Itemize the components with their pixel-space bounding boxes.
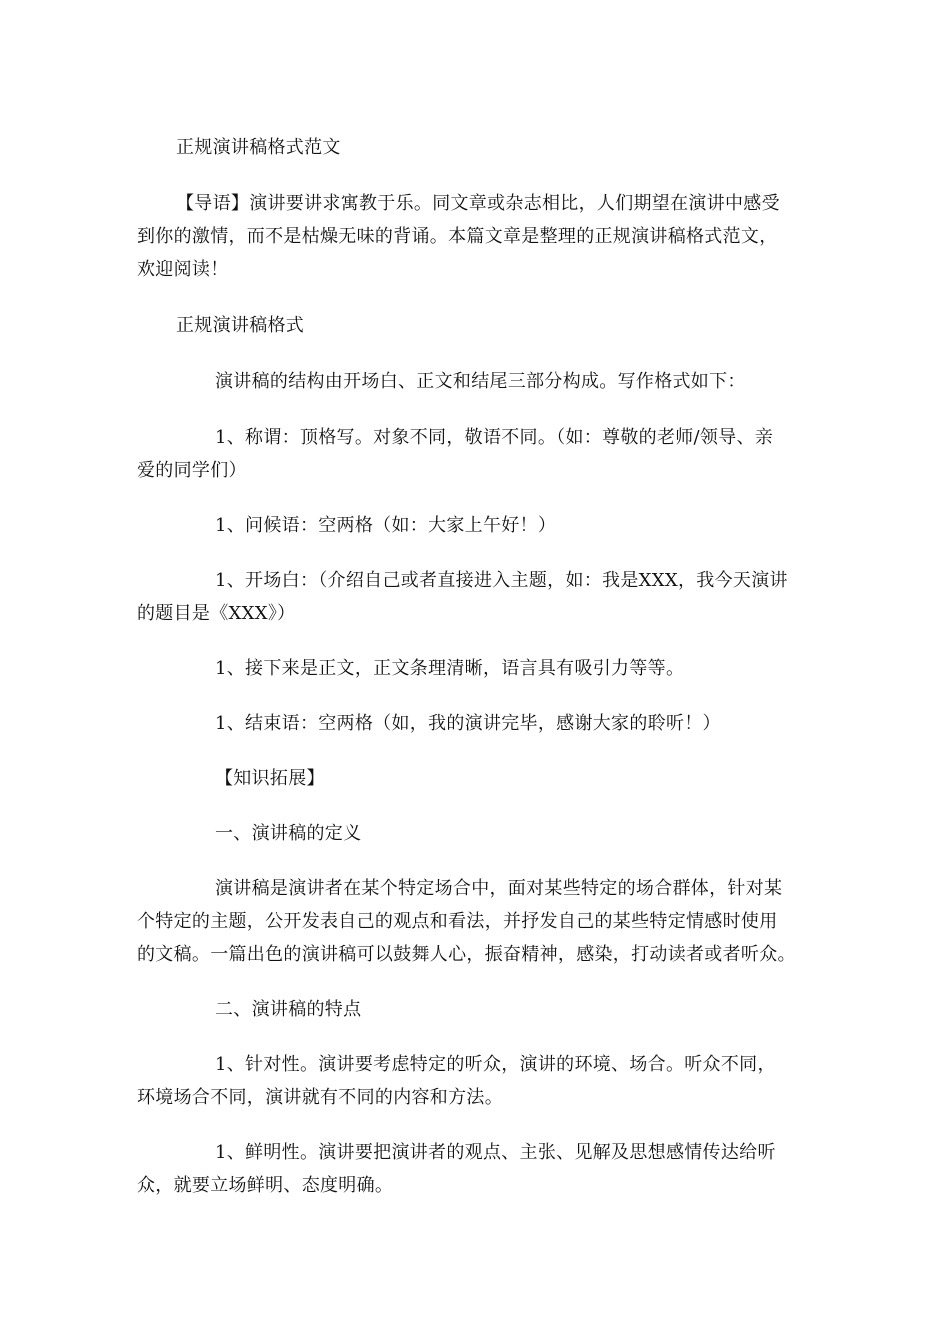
intro-line-2: 到你的激情，而不是枯燥无味的背诵。本篇文章是整理的正规演讲稿格式范文，	[137, 226, 778, 247]
format-item-opening-line-2: 的题目是《XXX》）	[137, 603, 296, 624]
format-summary: 演讲稿的结构由开场白、正文和结尾三部分构成。写作格式如下：	[215, 371, 746, 392]
intro-line-1: 【导语】演讲要讲求寓教于乐。同文章或杂志相比，人们期望在演讲中感受	[176, 193, 780, 214]
features-heading: 二、演讲稿的特点	[215, 999, 362, 1020]
format-item-closing: 1、结束语：空两格（如，我的演讲完毕，感谢大家的聆听！）	[215, 713, 721, 734]
format-item-salutation-line-2: 爱的同学们）	[137, 460, 247, 481]
format-item-salutation-line-1: 1、称谓：顶格写。对象不同，敬语不同。（如：尊敬的老师/领导、亲	[215, 427, 774, 448]
definition-line-3: 的文稿。一篇出色的演讲稿可以鼓舞人心，振奋精神，感染，打动读者或者听众。	[137, 944, 796, 965]
feature-distinct-line-2: 众，就要立场鲜明、态度明确。	[137, 1175, 394, 1196]
feature-distinct-line-1: 1、鲜明性。演讲要把演讲者的观点、主张、见解及思想感情传达给听	[215, 1142, 776, 1163]
intro-line-3: 欢迎阅读！	[137, 259, 229, 280]
format-item-body: 1、接下来是正文，正文条理清晰，语言具有吸引力等等。	[215, 658, 685, 679]
format-item-opening-line-1: 1、开场白：（介绍自己或者直接进入主题，如：我是XXX，我今天演讲	[215, 570, 788, 591]
definition-line-1: 演讲稿是演讲者在某个特定场合中，面对某些特定的场合群体，针对某	[215, 878, 783, 899]
definition-line-2: 个特定的主题，公开发表自己的观点和看法，并抒发自己的某些特定情感时使用	[137, 911, 778, 932]
feature-targeted-line-2: 环境场合不同，演讲就有不同的内容和方法。	[137, 1087, 503, 1108]
feature-targeted-line-1: 1、针对性。演讲要考虑特定的听众，演讲的环境、场合。听众不同，	[215, 1054, 776, 1075]
definition-heading: 一、演讲稿的定义	[215, 823, 362, 844]
format-heading: 正规演讲稿格式	[176, 315, 305, 336]
knowledge-heading: 【知识拓展】	[215, 768, 325, 789]
document-title: 正规演讲稿格式范文	[176, 137, 341, 158]
format-item-greeting: 1、问候语：空两格（如：大家上午好！）	[215, 515, 557, 536]
